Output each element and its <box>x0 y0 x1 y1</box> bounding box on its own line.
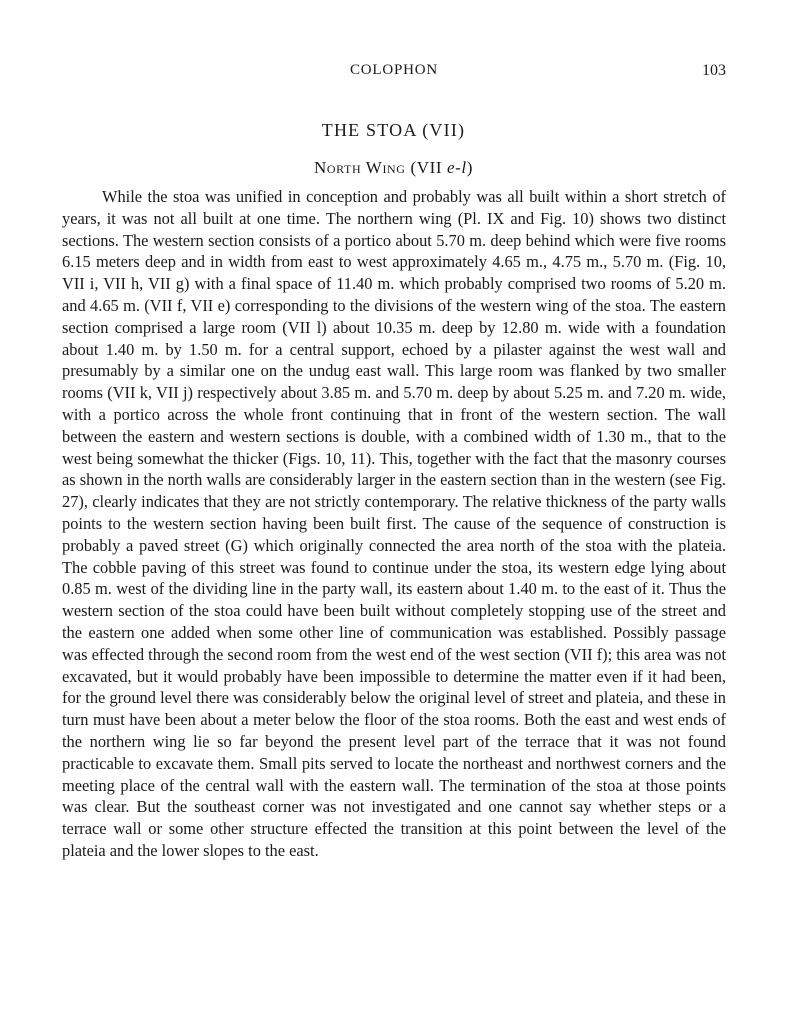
subsection-ref-suffix: ) <box>466 158 473 177</box>
section-title: THE STOA (VII) <box>321 120 466 140</box>
running-head <box>62 62 726 84</box>
running-title: COLOPHON <box>349 62 439 78</box>
body-paragraph: While the stoa was unified in conception and probably was all built within a short stretch of years, it was not all built at one time. The northern wing (Pl. IX and Fig. 10) shows two distinct sections. The western section consists of a portico about 5.70 m. deep behind which were five rooms 6.15 meters deep and in width from east to west approximately 4.65 m., 4.75 m., 5.70 m. (Fig. 10, VII i, VII h, VII g) with a final space of 11.40 m. which probably comprised two rooms of 5.20 m. and 4.65 m. (VII f, VII e) corresponding to the divisions of the western wing of the stoa. The eastern section comprised a large room (VII l) about 10.35 m. deep by 12.80 m. wide with a foundation about 1.40 m. by 1.50 m. for a central support, echoed by a pilaster against the west wall and presumably by a similar one on the undug east wall. This large room was flanked by two smaller rooms (VII k, VII j) respectively about 3.85 m. and 5.70 m. deep by about 5.25 m. and 7.20 m. wide, with a portico across the whole front continuing that in front of the western section. The wall between the eastern and western sections is double, with a combined width of 1.30 m., that to the west being somewhat the thicker (Figs. 10, 11). This, together with the fact that the masonry courses as shown in the north walls are considerably larger in the eastern section than in the western (see Fig. 27), clearly indicates that they are not strictly contemporary. The relative thickness of the party walls points to the western section having been built first. The cause of the sequence of construction is probably a paved street (G) which originally connected the area north of the stoa with the plateia. The cobble paving of this street was found to continue under the stoa, its western edge lying about 0.85 m. west of the dividing line in the party wall, its eastern about 1.40 m. to the east of it. Thus the western section of the stoa could have been built without completely stopping use of the street and the eastern one added when some other line of communication was established. Possibly passage was effected through the second room from the west end of the west section (VII f); this area was not excavated, but it would probably have been impossible to determine the matter even if it had been, for the ground level there was considerably below the original level of street and plateia, and these in turn must have been about a meter below the floor of the stoa rooms. Both the east and west ends of the northern wing lie so far beyond the present level part of the terrace that it was not found practicable to excavate them. Small pits served to locate the northeast and northwest corners and the meeting place of the central wall with the eastern wall. The termination of the stoa at those points was clear. But the southeast corner was not investigated and one cannot say whether steps or a terrace wall or some other structure effected the transition at this point between the level of the plateia and the lower slopes to the east. <box>62 187 726 860</box>
subsection-ref-italic: e-l <box>446 158 467 177</box>
page-number: 103 <box>702 62 726 79</box>
subsection-ref-prefix: (VII <box>410 158 447 177</box>
subsection-title <box>0 158 787 178</box>
subsection-label: North Wing <box>314 158 406 177</box>
